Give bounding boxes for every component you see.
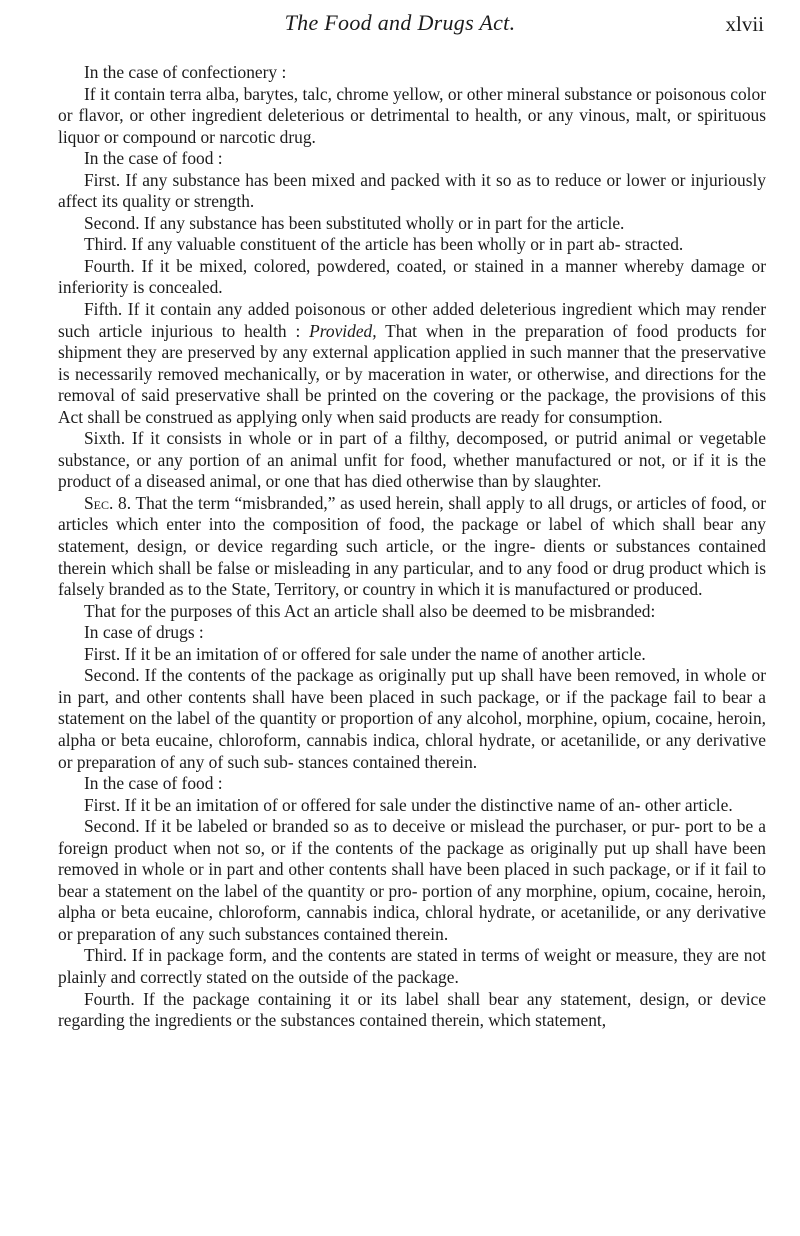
paragraph-food-misbranded-second: Second. If it be labeled or branded so as to deceive or mislead the purchaser, or pur- port to be a foreign product when not so, or if the contents of the package as originally put up shall have been removed in whole or in part and other contents shall have been placed in such package, or if it fail to bear a statement on the label of the quantity or pro- portion of any morphine, opium, cocaine, heroin, alpha or beta eucaine, chloroform, cannabis indica, chloral hydrate, or acetanilide, or any derivative or preparation of any such substances contained therein.	[58, 816, 766, 944]
paragraph-food-heading-2: In the case of food :	[84, 773, 223, 794]
paragraph-food-heading: In the case of food :	[84, 148, 223, 169]
paragraph-misbranded-purpose: That for the purposes of this Act an article shall also be deemed to be misbranded:	[84, 600, 656, 621]
paragraph-food-first: First. If any substance has been mixed and packed with it so as to reduce or lower or injuriously affect its quality or strength.	[58, 169, 766, 212]
section-label: Sec.	[84, 492, 114, 513]
paragraph-food-fourth: Fourth. If it be mixed, colored, powdered, coated, or stained in a manner whereby damage or inferiority is concealed.	[58, 255, 766, 298]
provided-proviso: Provided,	[309, 320, 377, 341]
paragraph-food-misbranded-fourth: Fourth. If the package containing it or its label shall bear any statement, design, or device regarding the ingredients or the substances contained therein, which statement,	[58, 988, 766, 1031]
paragraph-confectionery-terms: If it contain terra alba, barytes, talc, chrome yellow, or other mineral substance or poisonous color or flavor, or other ingredient deleterious or detrimental to health, or any vinous, malt, or spirituous liquor or compound or narcotic drug.	[58, 83, 766, 147]
paragraph-food-fifth-lead: Fifth. If it contain any added poisonous or other added deleterious ingredient which may render such article injurious to health :	[58, 299, 766, 341]
paragraph-food-fifth-rest: That when in the preparation of food products for shipment they are preserved by any external application applied in such manner that the preservative is necessarily removed mechanically, or by maceration in water, or otherwise, and directions for the removal of said preservative shall be printed on the covering or the package, the provisions of this Act shall be construed as applying only when said products are ready for consumption.	[58, 320, 766, 427]
paragraph-food-sixth: Sixth. If it consists in whole or in part of a filthy, decomposed, or putrid animal or vegetable substance, or any portion of an animal unfit for food, whether manufactured or not, or if it is the product of a diseased animal, or one that has died otherwise than by slaughter.	[58, 428, 766, 492]
running-title: The Food and Drugs Act.	[284, 10, 516, 35]
paragraph-food-misbranded-third: Third. If in package form, and the contents are stated in terms of weight or measure, they are not plainly and correctly stated on the outside of the package.	[58, 945, 766, 987]
paragraph-food-misbranded-first: First. If it be an imitation of or offered for sale under the distinctive name of an- other article.	[84, 794, 733, 815]
paragraph-section-8	[58, 493, 766, 601]
running-head	[0, 10, 800, 42]
paragraph-drugs-second: Second. If the contents of the package as originally put up shall have been removed, in whole or in part, and other contents shall have been placed in such package, or if the package fail to bear a statement on the label of the quantity or proportion of any alcohol, morphine, opium, cocaine, heroin, alpha or beta eucaine, chloroform, cannabis indica, chloral hydrate, or acetanilide, or any derivative or preparation of any of such sub- stances contained therein.	[58, 665, 766, 772]
body-text	[58, 62, 766, 1032]
paragraph-drugs-first: First. If it be an imitation of or offered for sale under the name of another article.	[84, 643, 646, 664]
page-number: xlvii	[725, 12, 764, 36]
paragraph-food-third: Third. If any valuable constituent of the article has been wholly or in part ab- stracted.	[84, 234, 684, 255]
paragraph-food-fifth	[58, 299, 766, 428]
paragraph-confectionery-heading: In the case of confectionery :	[84, 62, 287, 82]
paragraph-food-second: Second. If any substance has been substituted wholly or in part for the article.	[84, 212, 625, 233]
paragraph-drugs-heading: In case of drugs :	[84, 622, 204, 643]
section-8-text: 8. That the term “misbranded,” as used herein, shall apply to all drugs, or articles of food, or articles which enter into the composition of food, the package or label of which shall bear any statement, design, or device regarding such article, or the ingre- dients or substances contained therein which shall be false or misleading in any particular, and to any food or drug product which is falsely branded as to the State, Territory, or country in which it is manufactured or produced.	[58, 492, 766, 600]
